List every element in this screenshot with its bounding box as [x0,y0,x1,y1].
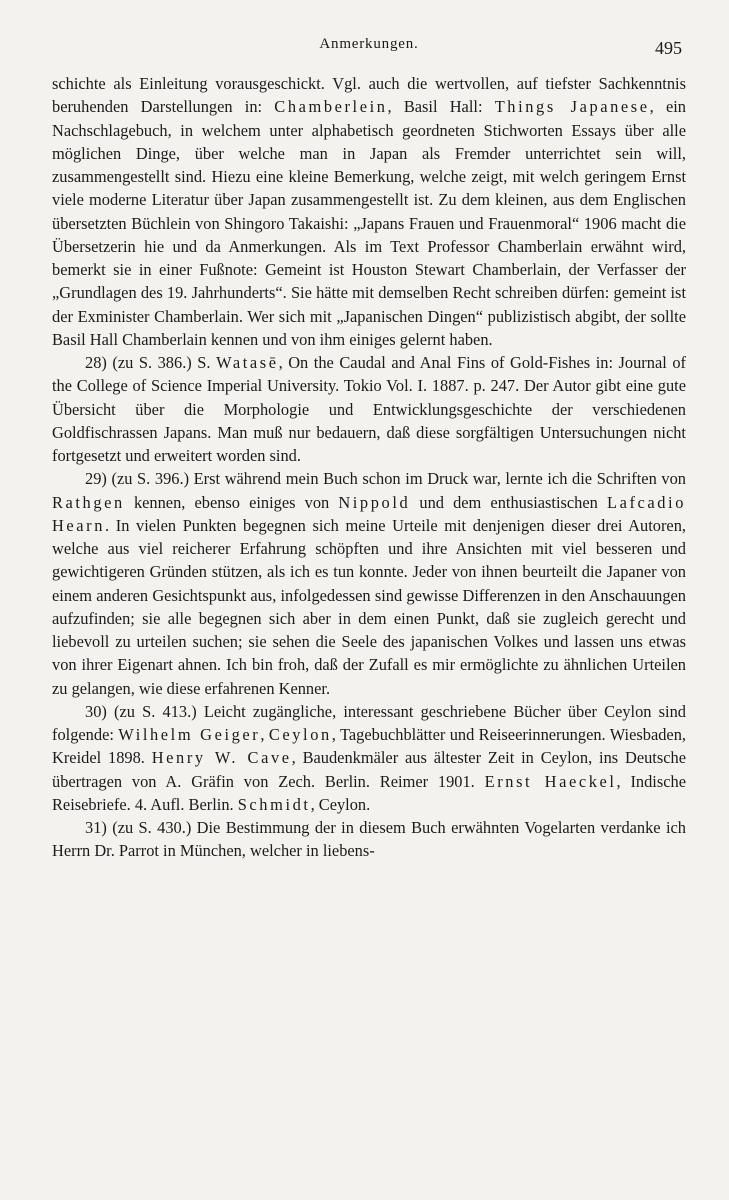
text-run: . In vielen Punkten begegnen sich meine Urteile mit denjenigen dieser drei Autoren, welche aus viel reicherer Erfahrung schöpften und ihre Ansichten mit viel besseren und gewichtigeren Gründen stützen, als ich es tun konnte. Jeder von ihnen beurteilt die Japaner von einem anderen Gesichtspunkt aus, infolgedessen sind gewisse Differenzen in den Anschauungen aufzufinden; sie alle begegnen sich aber in dem einen Punkt, daß sie zugleich gerecht und liebevoll zu urteilen suchen; sie sehen die Seele des japanischen Volkes und lassen uns etwas von ihrer Eigenart ahnen. Ich bin froh, daß der Zufall es mir ermöglichte zu ähnlichen Urteilen zu gelangen, wie diese erfahrenen Kenner. [52,515,686,698]
text-run: 31) (zu S. 430.) Die Bestimmung der in diesem Buch erwähnten Vogelarten verdanke ich Herrn Dr. Parrot in München, welcher in liebens- [52,818,686,861]
spaced-name: Ceylon [268,725,332,744]
text-run: 30) (zu S. 413.) Leicht zugängliche, interessant geschriebene Bücher über Ceylon sind folgende: [52,701,686,744]
spaced-name: Henry W. Cave [151,748,292,768]
spaced-name: Chamberlein [274,97,388,117]
text-run: 28) (zu S. 386.) S. [85,353,217,372]
note-29 [52,467,686,700]
text-run: und dem enthusiastischen [410,492,607,512]
spaced-name: Things Japanese [494,97,650,117]
spaced-name: Rathgen [52,492,125,512]
note-31 [52,816,686,863]
text-run: , Basil Hall: [387,97,495,117]
spaced-name: Wilhelm Geiger [118,725,261,744]
text-run: , Indische Reisebriefe. 4. Aufl. Berlin. [52,771,686,814]
spaced-name: Watasē [216,353,279,372]
note-28 [52,351,686,467]
text-run: , Tagebuchblätter und Reiseerinnerungen. Wiesbaden, Kreidel 1898. [52,725,686,768]
note-30 [52,700,686,816]
paragraph-continuation [52,72,686,351]
spaced-name: Schmidt [237,794,311,814]
text-run: , Baudenkmäler aus ältester Zeit in Ceylon, ins Deutsche übertragen von A. Gräfin von Zech. Berlin. Reimer 1901. [52,748,686,791]
page-header [52,34,686,60]
body-text [52,72,686,863]
text-run: 29) (zu S. 396.) Erst während mein Buch schon im Druck war, lernte ich die Schriften von [85,469,686,489]
text-run: , [260,725,269,744]
book-page [52,0,686,1200]
text-run: , On the Caudal and Anal Fins of Gold-Fishes in: Journal of the College of Science Imperial University. Tokio Vol. I. 1887. p. 247. Der Autor gibt eine gute Übersicht über die Morphologie und Entwicklungsgeschichte der verschiedenen Goldfischrassen Japans. Man muß nur bedauern, daß diese sorgfältigen Untersuchungen nicht fortgesetzt und erweitert worden sind. [52,353,686,465]
page-number: 495 [655,38,682,58]
text-run: , ein Nachschlagebuch, in welchem unter alphabetisch geordneten Stichworten Essays über alle möglichen Dinge, über welche man in Japan als Fremder unterrichtet sein will, zusammengestellt sind. Hiezu eine kleine Bemerkung, welche zeigt, mit welch geringem Ernst viele moderne Literatur über Japan zusammengestellt ist. Zu dem kleinen, aus dem Englischen übersetzten Büchlein von Shingoro Takaishi: „Japans Frauen und Frauenmoral“ 1906 macht die Übersetzerin hie und da Anmerkungen. Als im Text Professor Chamberlain erwähnt wird, bemerkt sie in einer Fußnote: Gemeint ist Houston Stewart Chamberlain, der Verfasser der „Grundlagen des 19. Jahrhunderts“. Sie hätte mit demselben Recht schreiben dürfen: gemeint ist der Exminister Chamberlain. Wer sich mit „Japanischen Dingen“ publizistisch abgibt, der sollte Basil Hall Chamberlain kennen und von ihm einiges gelernt haben. [52,97,686,349]
spaced-name: Nippold [338,492,411,512]
text-run: schichte als Einleitung vorausgeschickt. Vgl. auch die wertvollen, auf tiefster Sachkenntnis beruhenden Darstellungen in: [52,74,686,117]
spaced-name: Ernst Haeckel [484,771,617,791]
text-run: kennen, ebenso einiges von [124,492,339,512]
spaced-name: Lafcadio Hearn [52,492,687,535]
text-run: , Ceylon. [310,794,371,814]
running-head: Anmerkungen. [319,36,419,52]
